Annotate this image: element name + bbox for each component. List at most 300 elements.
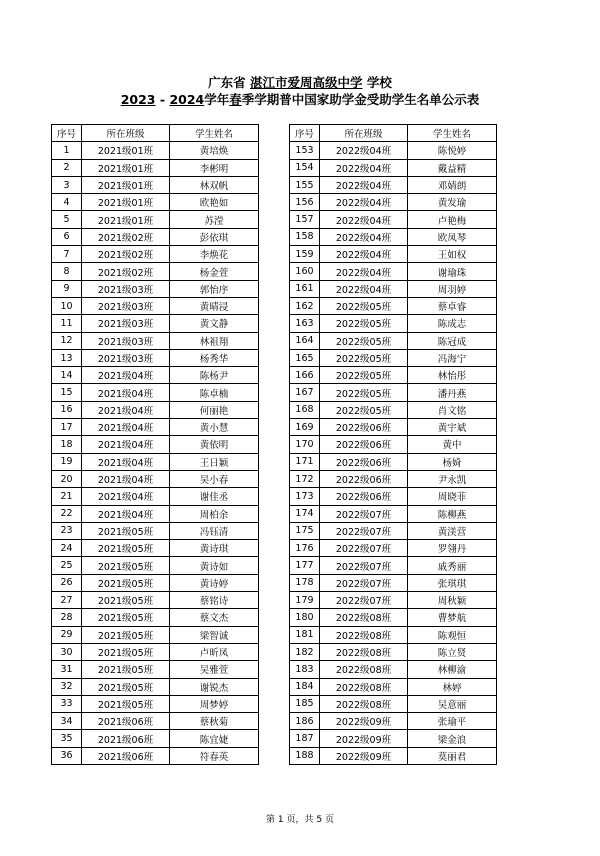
table-row	[290, 730, 497, 747]
cell-student-name: 曹梦航	[408, 609, 497, 626]
table-row	[290, 643, 497, 660]
table-row	[290, 332, 497, 349]
cell-student-name: 周秋颖	[408, 592, 497, 609]
cell-index: 166	[290, 367, 320, 384]
cell-student-name: 陈悦婷	[408, 142, 497, 159]
table-row	[52, 626, 259, 643]
table-row	[290, 280, 497, 297]
cell-student-name: 黄诗琪	[170, 540, 259, 557]
cell-student-name: 何丽艳	[170, 401, 259, 418]
cell-student-name: 蔡文杰	[170, 609, 259, 626]
table-row	[52, 713, 259, 730]
cell-student-name: 黄宇斌	[408, 419, 497, 436]
cell-student-name: 谢佳丞	[170, 488, 259, 505]
cell-index: 3	[52, 176, 82, 193]
cell-class: 2021级05班	[82, 626, 170, 643]
cell-index: 23	[52, 522, 82, 539]
cell-index: 24	[52, 540, 82, 557]
cell-student-name: 陈观恒	[408, 626, 497, 643]
cell-class: 2021级05班	[82, 661, 170, 678]
cell-index: 10	[52, 297, 82, 314]
table-row	[290, 315, 497, 332]
title-line-2	[0, 92, 600, 107]
table-row	[290, 367, 497, 384]
cell-student-name: 周柏余	[170, 505, 259, 522]
cell-index: 12	[52, 332, 82, 349]
table-row	[52, 488, 259, 505]
title-year-start: 2023	[120, 92, 156, 107]
cell-student-name: 林双帆	[170, 176, 259, 193]
cell-class: 2021级05班	[82, 592, 170, 609]
table-row	[290, 574, 497, 591]
cell-student-name: 苏滢	[170, 211, 259, 228]
table-row	[290, 263, 497, 280]
cell-class: 2021级06班	[82, 747, 170, 764]
cell-class: 2022级07班	[320, 557, 408, 574]
cell-index: 174	[290, 505, 320, 522]
cell-student-name: 谢瑜珠	[408, 263, 497, 280]
cell-index: 164	[290, 332, 320, 349]
cell-index: 15	[52, 384, 82, 401]
cell-class: 2022级04班	[320, 280, 408, 297]
cell-class: 2021级04班	[82, 470, 170, 487]
table-row	[52, 384, 259, 401]
cell-index: 153	[290, 142, 320, 159]
cell-index: 154	[290, 159, 320, 176]
title-school-suffix: 学校	[366, 75, 392, 90]
cell-student-name: 邓婧朗	[408, 176, 497, 193]
cell-index: 17	[52, 419, 82, 436]
cell-index: 188	[290, 747, 320, 764]
table-row	[290, 522, 497, 539]
table-row	[290, 540, 497, 557]
cell-index: 29	[52, 626, 82, 643]
cell-student-name: 肖文铭	[408, 401, 497, 418]
cell-index: 21	[52, 488, 82, 505]
cell-student-name: 陈成志	[408, 315, 497, 332]
cell-student-name: 冯钰清	[170, 522, 259, 539]
footer-prefix: 第	[265, 815, 275, 825]
table-row	[52, 297, 259, 314]
cell-student-name: 梁智诚	[170, 626, 259, 643]
cell-student-name: 黄小慧	[170, 419, 259, 436]
table-row	[290, 349, 497, 366]
footer-suffix: 页	[324, 815, 334, 825]
cell-class: 2022级05班	[320, 384, 408, 401]
cell-student-name: 陈立贤	[408, 643, 497, 660]
cell-student-name: 卢艳梅	[408, 211, 497, 228]
cell-class: 2022级07班	[320, 574, 408, 591]
cell-index: 20	[52, 470, 82, 487]
table-row	[290, 592, 497, 609]
cell-class: 2022级04班	[320, 211, 408, 228]
table-row	[52, 574, 259, 591]
cell-class: 2021级04班	[82, 401, 170, 418]
cell-class: 2021级03班	[82, 349, 170, 366]
cell-class: 2021级01班	[82, 194, 170, 211]
table-row	[52, 540, 259, 557]
cell-student-name: 杨金萱	[170, 263, 259, 280]
table-row	[290, 297, 497, 314]
table-row	[52, 505, 259, 522]
cell-student-name: 黄文静	[170, 315, 259, 332]
table-row	[290, 747, 497, 764]
cell-class: 2022级06班	[320, 470, 408, 487]
cell-class: 2022级09班	[320, 713, 408, 730]
header-index: 序号	[52, 125, 82, 142]
cell-index: 6	[52, 228, 82, 245]
title-term: 春	[229, 92, 242, 107]
cell-index: 173	[290, 488, 320, 505]
table-row	[290, 713, 497, 730]
footer-page-number: 1	[277, 815, 284, 825]
cell-index: 13	[52, 349, 82, 366]
table-row	[290, 609, 497, 626]
cell-class: 2021级03班	[82, 332, 170, 349]
cell-student-name: 蔡秋菊	[170, 713, 259, 730]
table-row	[52, 228, 259, 245]
cell-student-name: 周羽婷	[408, 280, 497, 297]
cell-student-name: 欧艳如	[170, 194, 259, 211]
cell-class: 2021级04班	[82, 419, 170, 436]
cell-index: 184	[290, 678, 320, 695]
cell-class: 2021级05班	[82, 609, 170, 626]
cell-index: 182	[290, 643, 320, 660]
table-row	[52, 419, 259, 436]
table-row	[52, 522, 259, 539]
table-row	[52, 730, 259, 747]
cell-student-name: 蔡卓睿	[408, 297, 497, 314]
cell-class: 2022级05班	[320, 297, 408, 314]
table-row	[52, 453, 259, 470]
title-year-dash: -	[159, 92, 166, 107]
cell-student-name: 李焕花	[170, 246, 259, 263]
cell-student-name: 黄发瑜	[408, 194, 497, 211]
table-row	[290, 626, 497, 643]
cell-student-name: 莫丽君	[408, 747, 497, 764]
cell-index: 157	[290, 211, 320, 228]
cell-class: 2021级01班	[82, 142, 170, 159]
cell-student-name: 李彬明	[170, 159, 259, 176]
table-row	[290, 159, 497, 176]
cell-student-name: 陈宜婕	[170, 730, 259, 747]
cell-student-name: 蔡铭诗	[170, 592, 259, 609]
cell-student-name: 陈卓楠	[170, 384, 259, 401]
table-row	[290, 453, 497, 470]
cell-class: 2021级02班	[82, 246, 170, 263]
cell-class: 2022级09班	[320, 730, 408, 747]
cell-index: 35	[52, 730, 82, 747]
cell-index: 175	[290, 522, 320, 539]
cell-student-name: 周晓菲	[408, 488, 497, 505]
table-row	[52, 592, 259, 609]
table-row	[290, 211, 497, 228]
cell-index: 161	[290, 280, 320, 297]
cell-class: 2022级06班	[320, 488, 408, 505]
table-row	[290, 419, 497, 436]
cell-index: 5	[52, 211, 82, 228]
cell-student-name: 张琪琪	[408, 574, 497, 591]
cell-student-name: 林祖翔	[170, 332, 259, 349]
cell-class: 2021级05班	[82, 540, 170, 557]
title-rest: 季学期普中国家助学金受助学生名单公示表	[241, 92, 480, 107]
cell-index: 155	[290, 176, 320, 193]
cell-student-name: 尹永凯	[408, 470, 497, 487]
cell-student-name: 陈柳燕	[408, 505, 497, 522]
header-class: 所在班级	[82, 125, 170, 142]
cell-index: 1	[52, 142, 82, 159]
cell-class: 2022级08班	[320, 643, 408, 660]
cell-index: 170	[290, 436, 320, 453]
table-row	[52, 661, 259, 678]
cell-class: 2022级06班	[320, 419, 408, 436]
cell-student-name: 符春英	[170, 747, 259, 764]
roster-table-left	[51, 124, 259, 765]
cell-index: 7	[52, 246, 82, 263]
cell-index: 168	[290, 401, 320, 418]
cell-index: 160	[290, 263, 320, 280]
cell-class: 2022级06班	[320, 436, 408, 453]
table-row	[290, 401, 497, 418]
cell-student-name: 黄诗如	[170, 557, 259, 574]
cell-class: 2022级05班	[320, 332, 408, 349]
cell-student-name: 黄诗婷	[170, 574, 259, 591]
cell-student-name: 陈杨尹	[170, 367, 259, 384]
cell-index: 34	[52, 713, 82, 730]
page-footer	[0, 812, 600, 825]
table-row	[52, 557, 259, 574]
cell-index: 11	[52, 315, 82, 332]
title-year-suffix: 学年	[204, 92, 230, 107]
table-row	[52, 246, 259, 263]
table-row	[52, 470, 259, 487]
cell-student-name: 黄依明	[170, 436, 259, 453]
cell-student-name: 黄中	[408, 436, 497, 453]
cell-class: 2021级03班	[82, 297, 170, 314]
table-row	[290, 176, 497, 193]
footer-middle: 页，共	[286, 815, 314, 825]
table-row	[52, 643, 259, 660]
cell-class: 2022级08班	[320, 626, 408, 643]
cell-index: 4	[52, 194, 82, 211]
cell-index: 186	[290, 713, 320, 730]
cell-student-name: 张瑜平	[408, 713, 497, 730]
table-row	[290, 695, 497, 712]
cell-class: 2022级05班	[320, 315, 408, 332]
cell-class: 2021级06班	[82, 730, 170, 747]
cell-student-name: 黄渼营	[408, 522, 497, 539]
cell-class: 2021级05班	[82, 557, 170, 574]
cell-class: 2021级04班	[82, 505, 170, 522]
cell-index: 177	[290, 557, 320, 574]
cell-index: 31	[52, 661, 82, 678]
cell-index: 180	[290, 609, 320, 626]
table-row	[290, 436, 497, 453]
cell-student-name: 林怡彤	[408, 367, 497, 384]
cell-class: 2022级08班	[320, 695, 408, 712]
cell-index: 158	[290, 228, 320, 245]
cell-class: 2022级04班	[320, 194, 408, 211]
cell-class: 2021级01班	[82, 176, 170, 193]
table-row	[52, 401, 259, 418]
cell-index: 178	[290, 574, 320, 591]
cell-student-name: 吴雅萱	[170, 661, 259, 678]
table-row	[52, 159, 259, 176]
cell-index: 32	[52, 678, 82, 695]
cell-student-name: 陈冠成	[408, 332, 497, 349]
cell-class: 2022级04班	[320, 142, 408, 159]
cell-student-name: 杨婍	[408, 453, 497, 470]
table-row	[290, 228, 497, 245]
cell-student-name: 彭依琪	[170, 228, 259, 245]
cell-class: 2021级01班	[82, 159, 170, 176]
header-name: 学生姓名	[170, 125, 259, 142]
cell-student-name: 谢锐杰	[170, 678, 259, 695]
cell-class: 2021级04班	[82, 384, 170, 401]
cell-index: 33	[52, 695, 82, 712]
cell-student-name: 潘丹燕	[408, 384, 497, 401]
cell-index: 187	[290, 730, 320, 747]
cell-class: 2021级04班	[82, 453, 170, 470]
cell-index: 185	[290, 695, 320, 712]
cell-student-name: 冯海宁	[408, 349, 497, 366]
table-row	[290, 488, 497, 505]
header-class: 所在班级	[320, 125, 408, 142]
cell-index: 27	[52, 592, 82, 609]
cell-class: 2021级03班	[82, 280, 170, 297]
table-row	[52, 315, 259, 332]
cell-index: 2	[52, 159, 82, 176]
cell-class: 2021级05班	[82, 574, 170, 591]
header-index: 序号	[290, 125, 320, 142]
cell-index: 183	[290, 661, 320, 678]
table-row	[52, 176, 259, 193]
cell-index: 159	[290, 246, 320, 263]
cell-student-name: 黄晴浸	[170, 297, 259, 314]
table-row	[52, 332, 259, 349]
cell-class: 2022级06班	[320, 453, 408, 470]
table-row	[52, 695, 259, 712]
cell-class: 2022级04班	[320, 263, 408, 280]
table-row	[52, 609, 259, 626]
cell-index: 171	[290, 453, 320, 470]
footer-total-pages: 5	[316, 815, 323, 825]
cell-class: 2022级07班	[320, 505, 408, 522]
cell-index: 14	[52, 367, 82, 384]
cell-index: 165	[290, 349, 320, 366]
header-name: 学生姓名	[408, 125, 497, 142]
cell-class: 2021级02班	[82, 228, 170, 245]
roster-table-right	[289, 124, 497, 765]
cell-index: 36	[52, 747, 82, 764]
cell-class: 2022级08班	[320, 609, 408, 626]
cell-class: 2022级09班	[320, 747, 408, 764]
cell-index: 181	[290, 626, 320, 643]
cell-student-name: 杨秀华	[170, 349, 259, 366]
cell-index: 22	[52, 505, 82, 522]
cell-class: 2021级06班	[82, 713, 170, 730]
cell-class: 2022级08班	[320, 661, 408, 678]
cell-student-name: 林婷	[408, 678, 497, 695]
cell-student-name: 戚秀丽	[408, 557, 497, 574]
cell-class: 2021级02班	[82, 263, 170, 280]
title-school: 爱周高级中学	[287, 75, 363, 90]
cell-index: 25	[52, 557, 82, 574]
table-row	[52, 747, 259, 764]
table-row	[52, 349, 259, 366]
cell-index: 169	[290, 419, 320, 436]
cell-student-name: 罗翎丹	[408, 540, 497, 557]
cell-index: 9	[52, 280, 82, 297]
cell-student-name: 戴益精	[408, 159, 497, 176]
cell-index: 30	[52, 643, 82, 660]
table-row	[52, 436, 259, 453]
cell-student-name: 欧凤琴	[408, 228, 497, 245]
table-row	[290, 142, 497, 159]
cell-index: 163	[290, 315, 320, 332]
table-row	[52, 678, 259, 695]
cell-index: 162	[290, 297, 320, 314]
cell-student-name: 周梦婷	[170, 695, 259, 712]
cell-index: 28	[52, 609, 82, 626]
cell-class: 2022级07班	[320, 592, 408, 609]
title-city: 湛江市	[249, 75, 288, 90]
table-row	[52, 142, 259, 159]
cell-student-name: 吴意丽	[408, 695, 497, 712]
cell-student-name: 郭怡序	[170, 280, 259, 297]
cell-student-name: 黄培焕	[170, 142, 259, 159]
cell-index: 156	[290, 194, 320, 211]
cell-index: 167	[290, 384, 320, 401]
table-row	[290, 678, 497, 695]
table-row	[290, 194, 497, 211]
cell-student-name: 吴小春	[170, 470, 259, 487]
title-line-1	[0, 75, 600, 90]
cell-index: 172	[290, 470, 320, 487]
cell-student-name: 王日颖	[170, 453, 259, 470]
cell-class: 2021级05班	[82, 695, 170, 712]
cell-class: 2022级07班	[320, 522, 408, 539]
cell-class: 2022级07班	[320, 540, 408, 557]
cell-index: 19	[52, 453, 82, 470]
cell-class: 2021级05班	[82, 678, 170, 695]
cell-class: 2022级08班	[320, 678, 408, 695]
table-header-row	[52, 125, 259, 142]
cell-student-name: 卢昕凤	[170, 643, 259, 660]
table-row	[52, 280, 259, 297]
cell-class: 2021级04班	[82, 488, 170, 505]
cell-index: 176	[290, 540, 320, 557]
table-row	[290, 470, 497, 487]
title-province: 广东省	[208, 75, 246, 90]
title-year-end: 2024	[169, 92, 205, 107]
cell-class: 2021级04班	[82, 436, 170, 453]
cell-index: 18	[52, 436, 82, 453]
cell-class: 2021级01班	[82, 211, 170, 228]
cell-class: 2022级04班	[320, 228, 408, 245]
cell-class: 2021级03班	[82, 315, 170, 332]
table-row	[290, 557, 497, 574]
cell-class: 2022级04班	[320, 176, 408, 193]
cell-class: 2022级04班	[320, 246, 408, 263]
table-row	[52, 211, 259, 228]
table-row	[290, 661, 497, 678]
table-row	[290, 384, 497, 401]
cell-class: 2021级04班	[82, 367, 170, 384]
cell-index: 8	[52, 263, 82, 280]
cell-class: 2022级05班	[320, 367, 408, 384]
cell-index: 179	[290, 592, 320, 609]
